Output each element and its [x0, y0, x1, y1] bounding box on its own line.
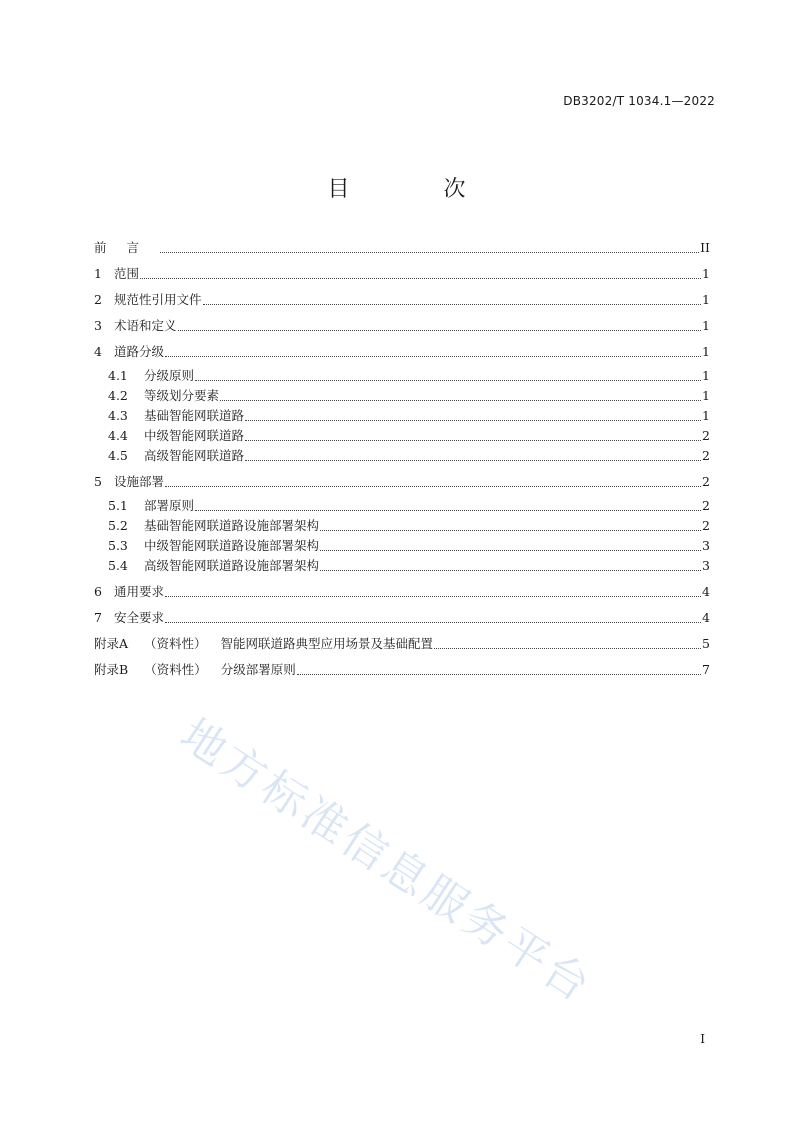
toc-leader-dots [245, 419, 701, 421]
toc-subentry[interactable] [94, 516, 710, 536]
toc-entry-number: 4.1 [108, 368, 128, 383]
toc-entry-number: 1 [94, 266, 102, 281]
toc-entry-number: 4.5 [108, 448, 128, 463]
toc-subentry[interactable] [94, 446, 710, 466]
toc-entry-number: 4.3 [108, 408, 128, 423]
toc-page-number: 4 [702, 584, 710, 599]
toc-page-number: 2 [702, 474, 710, 489]
table-of-contents [94, 238, 710, 680]
toc-leader-dots [320, 569, 701, 571]
toc-subentry[interactable] [94, 556, 710, 576]
toc-leader-dots [320, 529, 701, 531]
toc-appendix-b[interactable] [94, 660, 710, 680]
toc-entry-foreword[interactable] [94, 238, 710, 258]
toc-entry-label: 设施部署 [114, 474, 165, 489]
toc-entry-label: 范围 [114, 266, 140, 281]
toc-page-number: 3 [702, 538, 710, 553]
page-title: 目 次 [327, 177, 502, 202]
toc-page-number: 1 [702, 266, 710, 281]
toc-page-number: 5 [702, 636, 710, 651]
toc-subentry[interactable] [94, 496, 710, 516]
toc-entry-number: 5.1 [108, 498, 128, 513]
toc-leader-dots [245, 439, 701, 441]
toc-leader-dots [203, 303, 701, 305]
toc-page-number: 2 [702, 518, 710, 533]
toc-page-number: 1 [702, 292, 710, 307]
toc-entry-label: 智能网联道路典型应用场景及基础配置 [220, 636, 434, 651]
toc-entry[interactable] [94, 264, 710, 284]
toc-entry-number: 5.4 [108, 558, 128, 573]
toc-entry-label: 中级智能网联道路设施部署架构 [144, 538, 320, 553]
toc-leader-dots [297, 673, 701, 675]
toc-leader-dots [195, 379, 701, 381]
toc-entry[interactable] [94, 290, 710, 310]
toc-entry-label: 分级部署原则 [220, 662, 296, 677]
toc-leader-dots [165, 595, 701, 597]
footer-page-number: I [700, 1032, 705, 1046]
toc-leader-dots [160, 251, 699, 253]
toc-entry-number: 4 [94, 344, 102, 359]
toc-entry-label: 道路分级 [114, 344, 165, 359]
appendix-number: 附录B [94, 662, 129, 677]
toc-leader-dots [178, 329, 701, 331]
toc-page-number: 2 [702, 448, 710, 463]
toc-entry-label: 规范性引用文件 [114, 292, 202, 307]
toc-subentry[interactable] [94, 366, 710, 386]
toc-entry-label: 等级划分要素 [144, 388, 220, 403]
toc-entry-label: 基础智能网联道路设施部署架构 [144, 518, 320, 533]
toc-page-number: 1 [702, 388, 710, 403]
toc-leader-dots [140, 277, 701, 279]
toc-subentry[interactable] [94, 536, 710, 556]
toc-leader-dots [165, 621, 701, 623]
toc-leader-dots [245, 459, 701, 461]
toc-page-number: II [700, 240, 710, 255]
toc-leader-dots [165, 355, 701, 357]
toc-entry-number: 5.2 [108, 518, 128, 533]
toc-page-number: 7 [702, 662, 710, 677]
toc-entry-number: 5 [94, 474, 102, 489]
toc-entry-number: 6 [94, 584, 102, 599]
toc-page-number: 3 [702, 558, 710, 573]
toc-page-number: 2 [702, 498, 710, 513]
toc-entry[interactable] [94, 472, 710, 492]
toc-leader-dots [434, 647, 701, 649]
watermark: 地方标准信息服务平台 [171, 709, 602, 1014]
toc-leader-dots [320, 549, 701, 551]
toc-page-number: 1 [702, 368, 710, 383]
toc-page-number: 1 [702, 318, 710, 333]
toc-entry-label: 基础智能网联道路 [144, 408, 245, 423]
toc-leader-dots [165, 485, 701, 487]
toc-entry-number: 4.4 [108, 428, 128, 443]
toc-page-number: 1 [702, 344, 710, 359]
toc-entry-label: 前言 [94, 240, 160, 255]
toc-entry-number: 3 [94, 318, 102, 333]
appendix-tag: （资料性） [144, 662, 207, 677]
toc-page-number: 4 [702, 610, 710, 625]
toc-entry[interactable] [94, 316, 710, 336]
toc-entry-label: 通用要求 [114, 584, 165, 599]
appendix-number: 附录A [94, 636, 129, 651]
toc-entry-label: 部署原则 [144, 498, 195, 513]
toc-entry-number: 4.2 [108, 388, 128, 403]
toc-entry-label: 安全要求 [114, 610, 165, 625]
appendix-tag: （资料性） [144, 636, 207, 651]
toc-entry-label: 术语和定义 [114, 318, 177, 333]
toc-appendix-a[interactable] [94, 634, 710, 654]
toc-entry-number: 7 [94, 610, 102, 625]
toc-leader-dots [220, 399, 701, 401]
toc-entry[interactable] [94, 608, 710, 628]
toc-subentry[interactable] [94, 386, 710, 406]
toc-entry-label: 中级智能网联道路 [144, 428, 245, 443]
toc-entry[interactable] [94, 582, 710, 602]
document-code: DB3202/T 1034.1—2022 [563, 94, 715, 108]
toc-entry-label: 分级原则 [144, 368, 195, 383]
toc-page-number: 1 [702, 408, 710, 423]
toc-entry-number: 5.3 [108, 538, 128, 553]
toc-entry-label: 高级智能网联道路 [144, 448, 245, 463]
toc-leader-dots [195, 509, 701, 511]
toc-page-number: 2 [702, 428, 710, 443]
toc-subentry[interactable] [94, 426, 710, 446]
toc-entry-number: 2 [94, 292, 102, 307]
toc-entry[interactable] [94, 342, 710, 362]
toc-entry-label: 高级智能网联道路设施部署架构 [144, 558, 320, 573]
toc-subentry[interactable] [94, 406, 710, 426]
